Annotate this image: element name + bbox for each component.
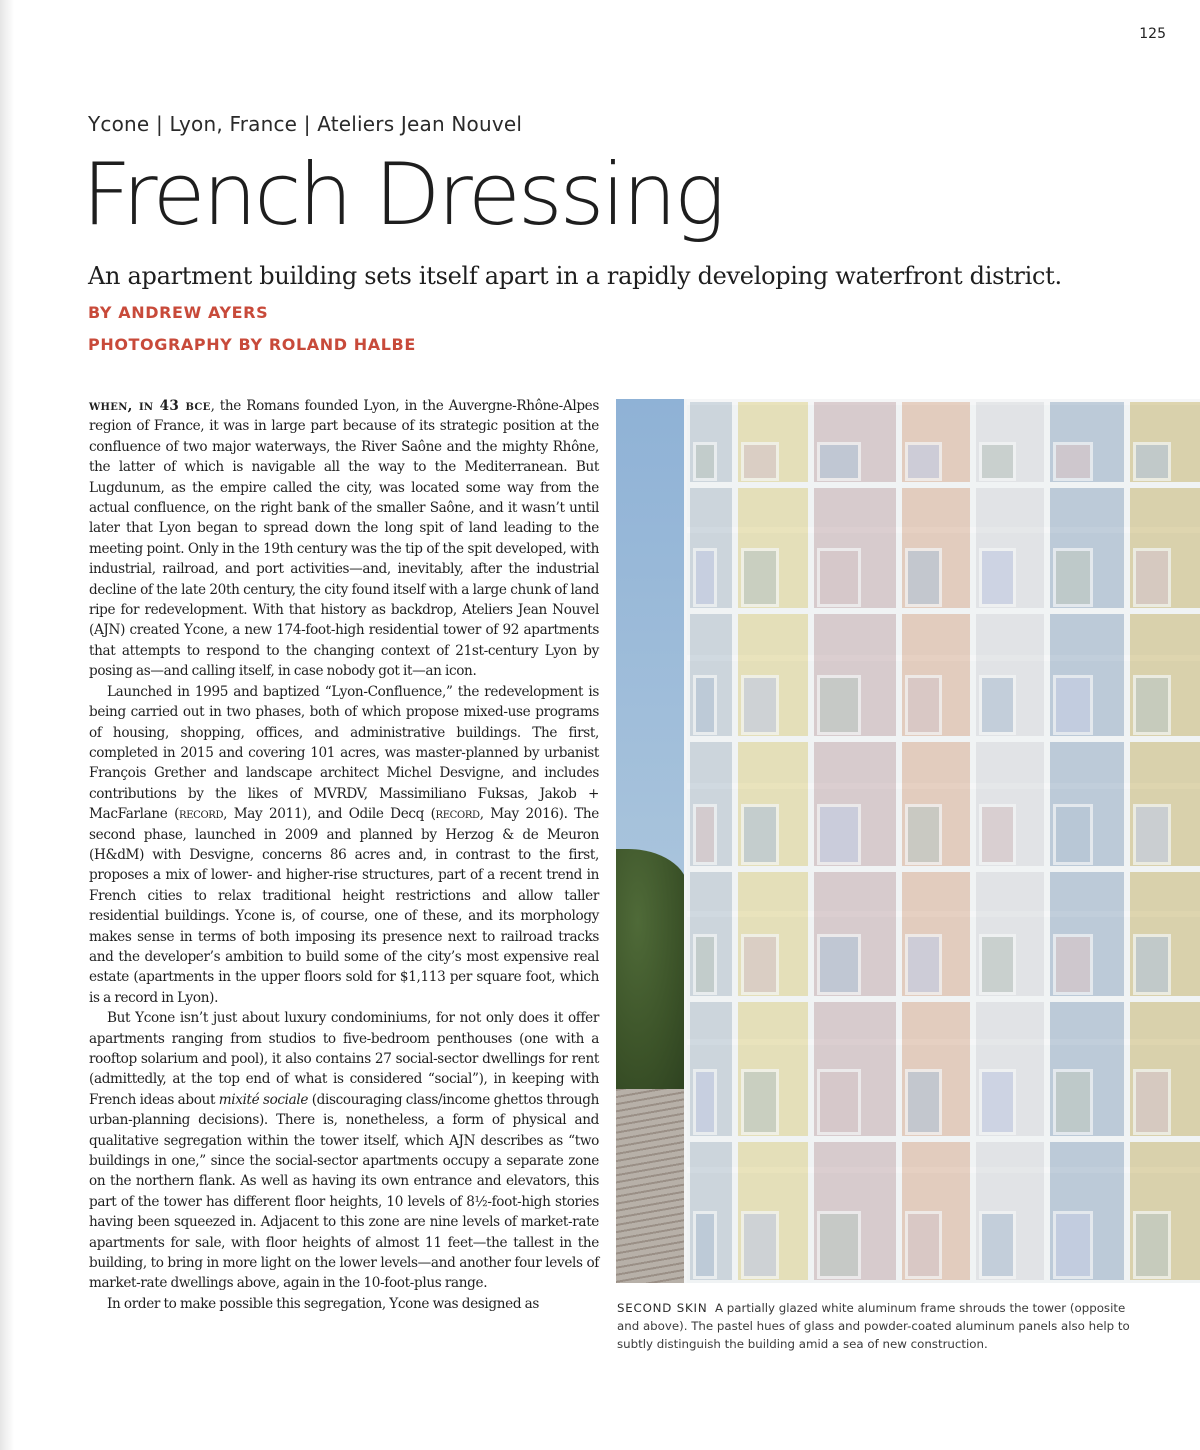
facade-subpane bbox=[979, 934, 1016, 995]
paragraph-2-text-b: , May 2011), and Odile Decq ( bbox=[223, 806, 436, 823]
paragraph-4: In order to make possible this segregation, Ycone was designed as bbox=[107, 1295, 540, 1312]
facade-subpane bbox=[1053, 1069, 1093, 1135]
facade-subpane bbox=[817, 675, 861, 735]
facade-subpane bbox=[1053, 548, 1093, 607]
facade-subpane bbox=[1133, 804, 1171, 865]
lead-in: when, in 43 bce bbox=[89, 398, 211, 414]
caption-text: A partially glazed white aluminum frame shrouds the tower (opposite and above). The pastel hues of glass and powder-coated aluminum panels also help to subtly distinguish the building amid a sea of new construction. bbox=[617, 1301, 1130, 1351]
page-gutter-shadow bbox=[0, 0, 14, 1450]
facade-subpane bbox=[817, 804, 861, 865]
article-kicker: Ycone | Lyon, France | Ateliers Jean Nouvel bbox=[88, 112, 523, 136]
facade-subpane bbox=[979, 442, 1016, 481]
facade-subpane bbox=[693, 442, 717, 481]
facade-subpane bbox=[817, 442, 861, 481]
paragraph-2-text-a: Launched in 1995 and baptized “Lyon-Confluence,” the redevelopment is being carried out in two phases, both of which propose mixed-use programs of housing, shopping, offices, and administrative buildings. The first, completed in 2015 and covering 101 acres, was master-planned by urbanist François Grether and landscape architect Michel Desvigne, and includes contributions by the likes of MVRDV, Massimiliano Fuksas, Jakob + MacFarlane ( bbox=[89, 683, 599, 823]
building-facade-photo bbox=[616, 399, 1200, 1283]
facade-subpane bbox=[817, 934, 861, 995]
facade-subpane bbox=[741, 442, 779, 481]
paragraph-2-text-c: , May 2016). The second phase, launched in 2009 and planned by Herzog & de Meuron (H&dM) with Desvigne, concerns 86 acres and, in contrast to the first, proposes a mix of lower- and higher-rise structures, part of a recent trend in French cities to relax traditional height restrictions and allow taller residential buildings. Ycone is, of course, one of these, and its morphology makes sense in terms of both imposing its presence next to railroad tracks and the developer’s ambition to build some of the city’s most expensive real estate (apartments in the upper floors sold for $1,113 per square foot, which is a record in Lyon). bbox=[89, 806, 599, 1006]
facade-subpane bbox=[1133, 1211, 1171, 1279]
paragraph-3-text-a: But Ycone isn’t just about luxury condominiums, for not only does it offer apartments ranging from studios to five-bedroom penthouses (one with a rooftop solarium and pool), it also contains 27 social-sector dwellings for rent (admittedly, at the top end of what is considered “social”), in keeping with French ideas about bbox=[89, 1010, 599, 1108]
facade-subpane bbox=[1053, 675, 1093, 735]
facade-subpane bbox=[741, 804, 779, 865]
facade-subpane bbox=[741, 1069, 779, 1135]
facade-subpane bbox=[741, 548, 779, 607]
facade-subpane bbox=[1133, 934, 1171, 995]
facade-subpane bbox=[905, 548, 942, 607]
page-number: 125 bbox=[1139, 26, 1166, 42]
facade-subpane bbox=[693, 934, 717, 995]
photo-facade-grid bbox=[684, 399, 1200, 1283]
facade-subpane bbox=[1053, 804, 1093, 865]
paragraph-3-text-b: (discouraging class/income ghettos through urban-planning decisions). There is, nonetheless, a form of physical and qualitative segregation within the tower itself, which AJN describes as “two buildings in one,” since the social-sector apartments occupy a separate zone on the northern flank. As well as having its own entrance and elevators, this part of the tower has different floor heights, 10 levels of 8½-foot-high stories having been squeezed in. Adjacent to this zone are nine levels of market-rate apartments for sale, with floor heights of almost 11 feet—the tallest in the building, to bring in more light on the lower levels—and another four levels of market-rate dwellings above, again in the 10-foot-plus range. bbox=[89, 1091, 599, 1292]
facade-subpane bbox=[741, 675, 779, 735]
photo-railroad-tracks bbox=[616, 1089, 688, 1283]
facade-subpane bbox=[693, 675, 717, 735]
paragraph-1 bbox=[89, 396, 599, 682]
facade-subpane bbox=[817, 1211, 861, 1279]
facade-subpane bbox=[1133, 442, 1171, 481]
facade-subpane bbox=[979, 675, 1016, 735]
facade-subpane bbox=[1133, 1069, 1171, 1135]
facade-subpane bbox=[979, 1069, 1016, 1135]
facade-subpane bbox=[979, 804, 1016, 865]
facade-subpane bbox=[979, 1211, 1016, 1279]
record-ref-1: record bbox=[179, 806, 224, 823]
photo-wooded-hill bbox=[616, 849, 688, 1089]
paragraph-2 bbox=[89, 682, 599, 1009]
facade-subpane bbox=[693, 1211, 717, 1279]
facade-subpane bbox=[817, 1069, 861, 1135]
paragraph-3 bbox=[89, 1008, 599, 1294]
facade-subpane bbox=[905, 675, 942, 735]
facade-subpane bbox=[693, 1069, 717, 1135]
facade-subpane bbox=[693, 548, 717, 607]
facade-subpane bbox=[817, 548, 861, 607]
facade-subpane bbox=[905, 442, 942, 481]
italic-term: mixité sociale bbox=[218, 1091, 309, 1108]
byline-photographer: PHOTOGRAPHY BY ROLAND HALBE bbox=[88, 335, 416, 354]
facade-subpane bbox=[1053, 1211, 1093, 1279]
byline-author: BY ANDREW AYERS bbox=[88, 303, 269, 322]
facade-subpane bbox=[1133, 548, 1171, 607]
photo-caption bbox=[617, 1299, 1137, 1353]
dek: An apartment building sets itself apart in a rapidly developing waterfront district. bbox=[88, 262, 1062, 290]
facade-subpane bbox=[905, 934, 942, 995]
facade-subpane bbox=[905, 1211, 942, 1279]
facade-subpane bbox=[1053, 934, 1093, 995]
headline: French Dressing bbox=[82, 145, 723, 245]
facade-subpane bbox=[905, 1069, 942, 1135]
facade-subpane bbox=[741, 934, 779, 995]
facade-subpane bbox=[979, 548, 1016, 607]
record-ref-2: record bbox=[435, 806, 480, 823]
paragraph-1-text: , the Romans founded Lyon, in the Auvergne-Rhône-Alpes region of France, it was in large part because of its strategic position at the confluence of two major waterways, the River Saône and the mighty Rhône, the latter of which is navigable all the way to the Mediterranean. But Lugdunum, as the empire called the city, was located some way from the actual confluence, on the right bank of the smaller Saône, and it wasn’t until later that Lyon began to spread down the long spit of land leading to the meeting point. Only in the 19th century was the tip of the spit developed, with industrial, railroad, and port activities—and, inevitably, after the industrial decline of the late 20th century, the city found itself with a large chunk of land ripe for redevelopment. With that history as backdrop, Ateliers Jean Nouvel (AJN) created Ycone, a new 174-foot-high residential tower of 92 apartments that attempts to respond to the changing context of 21st-century Lyon by posing as—and calling itself, in case nobody got it—an icon. bbox=[89, 398, 600, 680]
caption-title: SECOND SKIN bbox=[617, 1301, 708, 1315]
facade-subpane bbox=[693, 804, 717, 865]
article-body bbox=[89, 396, 599, 1314]
facade-subpane bbox=[741, 1211, 779, 1279]
facade-subpane bbox=[1133, 675, 1171, 735]
facade-subpane bbox=[905, 804, 942, 865]
facade-subpane bbox=[1053, 442, 1093, 481]
